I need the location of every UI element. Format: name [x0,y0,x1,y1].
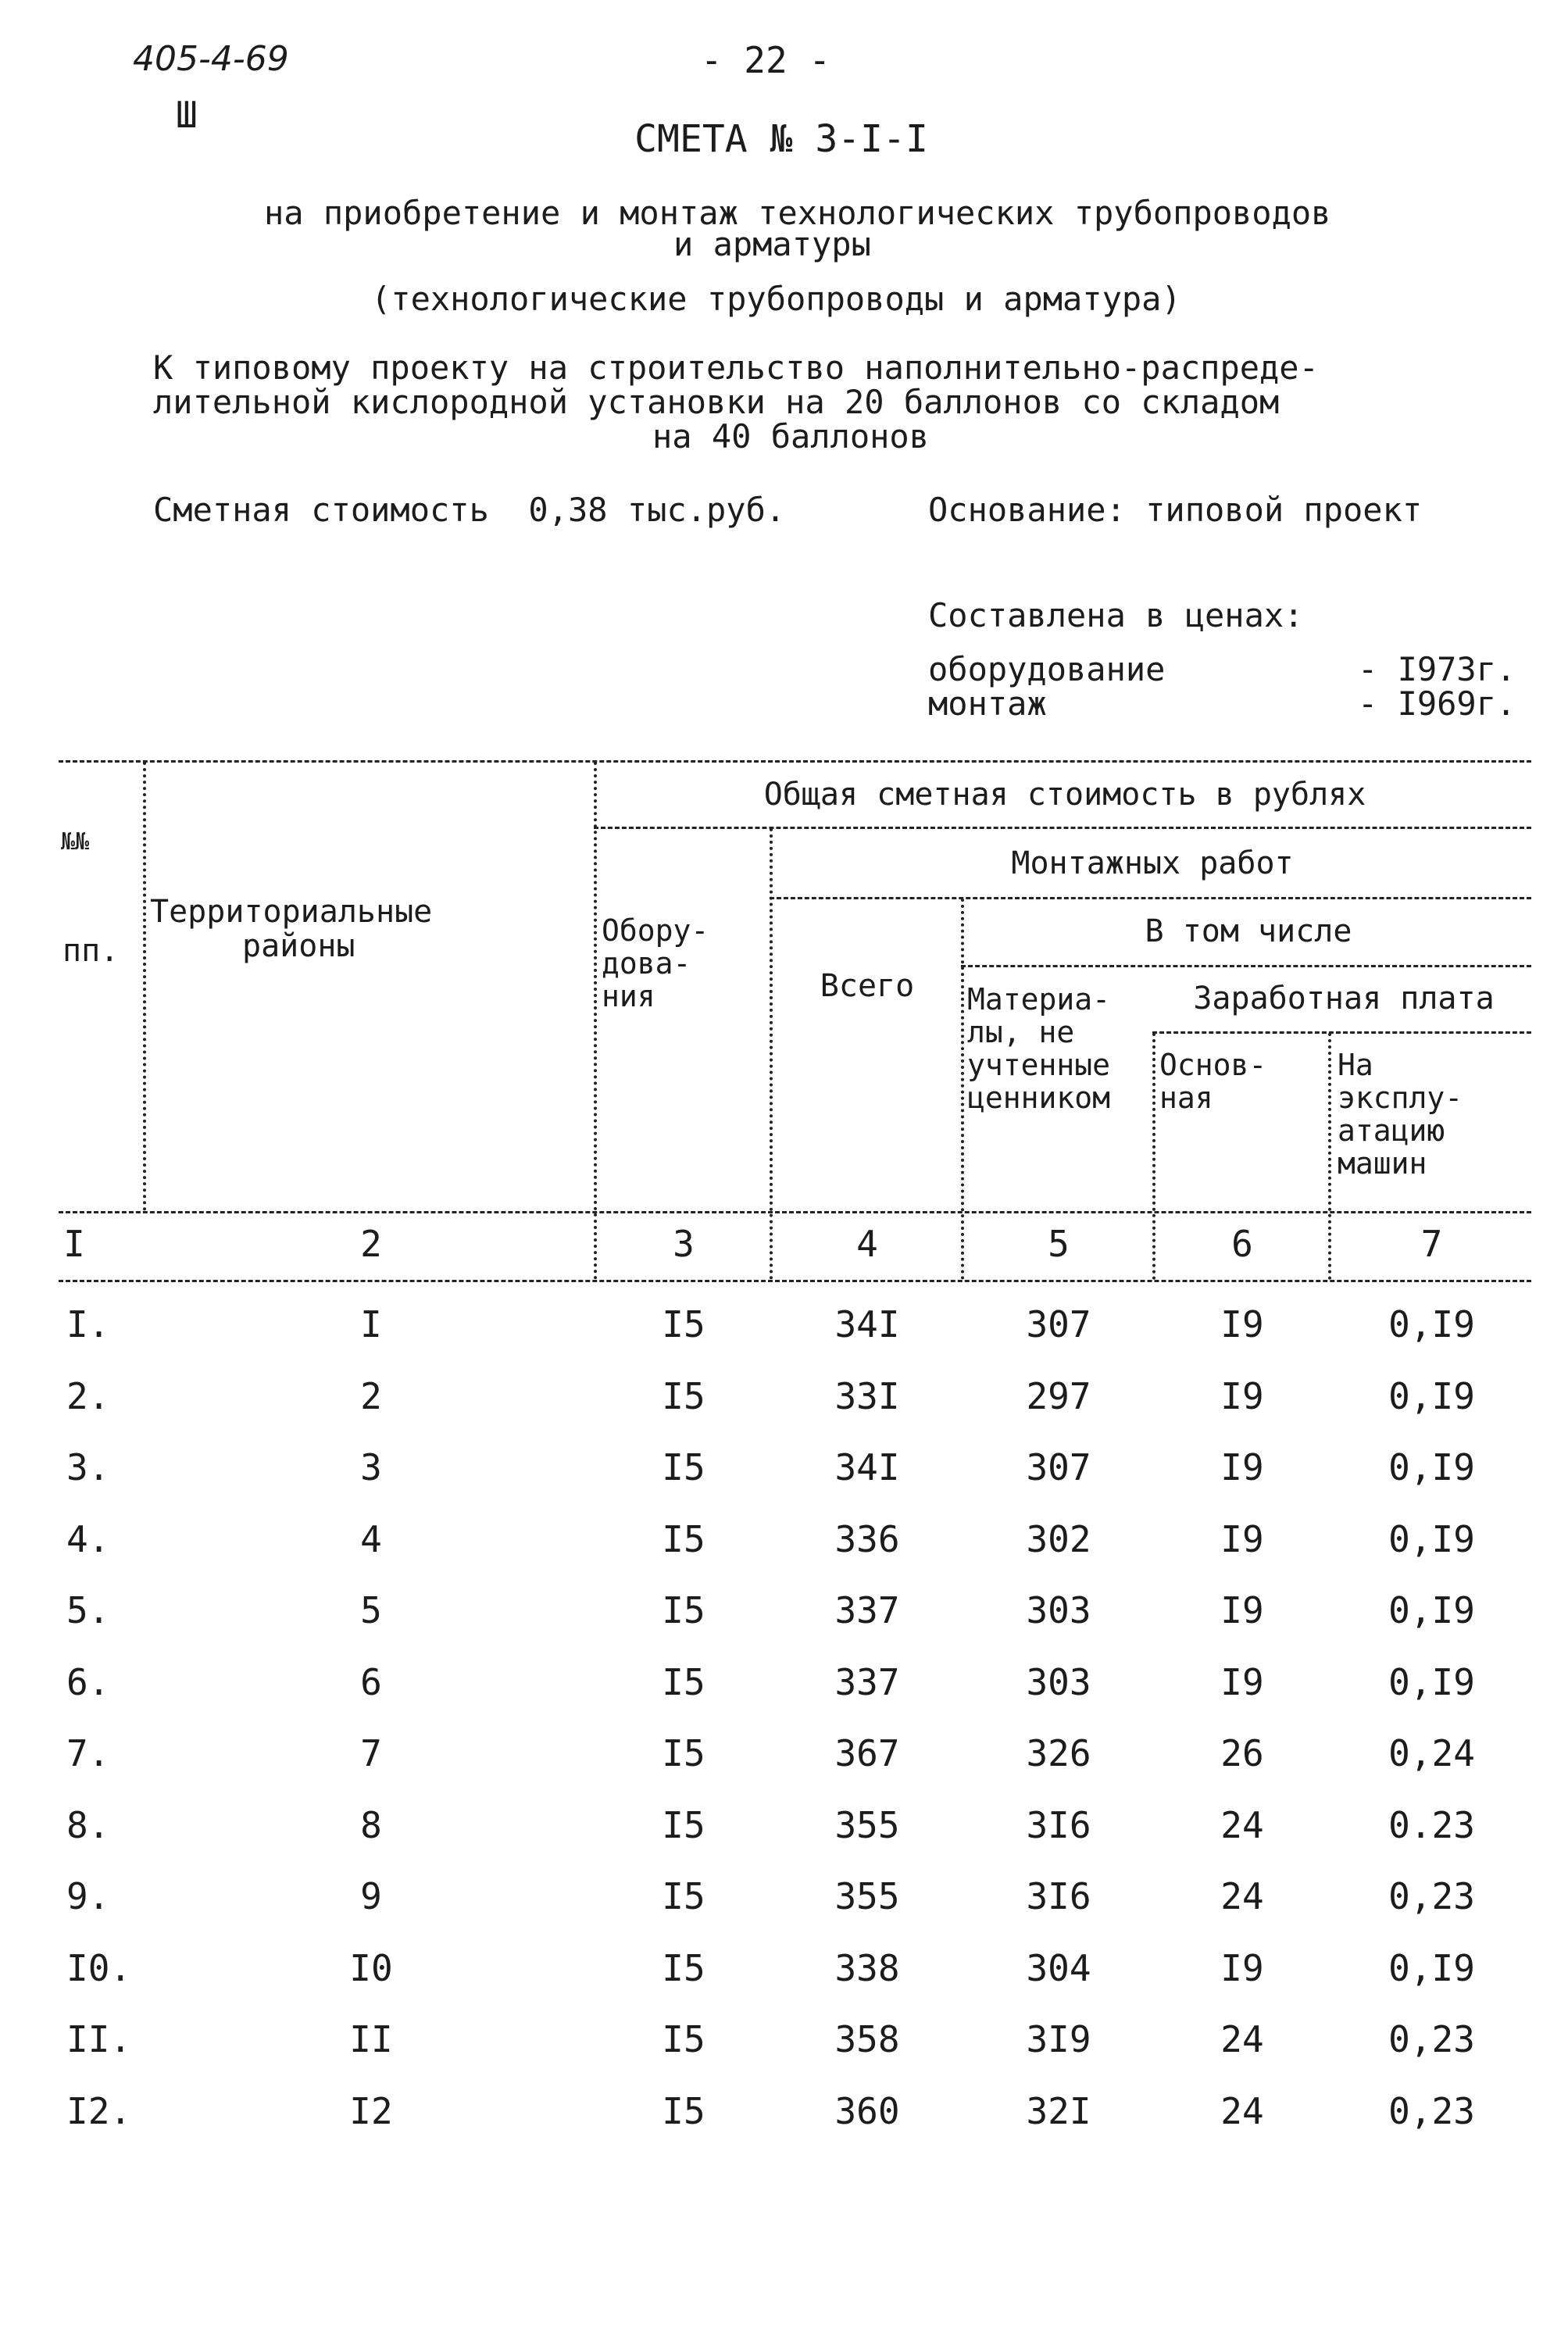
cell-row-number: I. [66,1303,110,1345]
cell-wages-machines: 0,I9 [1388,1517,1475,1560]
page-number: - 22 - [700,39,831,81]
equipment-price-year: - I973г. [1358,650,1516,688]
header-total-cost: Общая сметная стоимость в рублях [763,777,1366,813]
cell-row-number: 3. [66,1446,110,1488]
col-number-7: 7 [1420,1223,1443,1265]
cell-wages-basic: I9 [1220,1660,1264,1703]
cell-row-number: 6. [66,1660,110,1703]
cell-district: 6 [360,1660,382,1703]
cell-wages-machines: 0,I9 [1388,1660,1475,1703]
col-number-1: I [63,1223,85,1265]
cell-district: I0 [349,1946,393,1989]
subtitle-line-1: на приобретение и монтаж технологических трубопроводов [264,194,1331,232]
cell-install-total: 34I [834,1446,900,1488]
header-equipment-3: ния [602,979,655,1013]
divider-num-districts [143,762,146,1211]
divider-total-materials [961,899,964,1280]
header-bottom-rule [59,1211,1531,1213]
install-price-label: монтаж [928,684,1047,723]
estimate-title: СМЕТА № 3-I-I [634,117,928,161]
header-rule-wages [1152,1031,1531,1034]
cell-district: 3 [360,1446,382,1488]
cell-row-number: 4. [66,1517,110,1560]
divider-materials-basic [1152,1033,1155,1280]
cell-equipment: I5 [662,1589,705,1631]
cell-wages-basic: I9 [1220,1303,1264,1345]
project-line-1: К типовому проекту на строительство наполнительно-распреде- [153,348,1319,387]
cell-wages-basic: I9 [1220,1374,1264,1417]
cell-wages-basic: 24 [1220,1803,1264,1846]
cell-install-total: 355 [834,1875,900,1917]
header-districts-1: Территориальные [150,894,433,930]
cell-install-total: 367 [834,1732,900,1774]
cell-row-number: II. [66,2018,132,2060]
cell-equipment: I5 [662,1660,705,1703]
cell-install-total: 34I [834,1303,900,1345]
cell-district: 2 [360,1374,382,1417]
cell-equipment: I5 [662,1446,705,1488]
cell-materials: 302 [1026,1517,1091,1560]
header-installation: Монтажных работ [1011,845,1294,881]
cell-wages-basic: 24 [1220,1875,1264,1917]
equipment-price-label: оборудование [928,650,1166,688]
header-num-symbol: №№ [61,828,90,856]
cell-district: 8 [360,1803,382,1846]
header-rule-install [770,897,1531,899]
header-districts-2: районы [242,928,355,964]
cell-materials: 307 [1026,1303,1091,1345]
header-including: В том числе [1145,913,1352,949]
cell-materials: 3I6 [1026,1875,1091,1917]
cell-wages-machines: 0.23 [1388,1803,1475,1846]
header-num-label: пп. [63,933,120,969]
cell-materials: 303 [1026,1660,1091,1703]
cell-materials: 303 [1026,1589,1091,1631]
cell-equipment: I5 [662,1732,705,1774]
cell-wages-basic: 26 [1220,1732,1264,1774]
header-materials-1: Материа- [967,982,1111,1017]
header-basic-2: ная [1159,1081,1213,1115]
cell-district: II [349,2018,393,2060]
header-equipment-2: дова- [602,946,691,981]
cell-install-total: 355 [834,1803,900,1846]
col-number-5: 5 [1048,1223,1070,1265]
cell-wages-machines: 0,I9 [1388,1374,1475,1417]
cell-district: 4 [360,1517,382,1560]
cell-district: 5 [360,1589,382,1631]
prices-label: Составлена в ценах: [928,596,1304,634]
cell-equipment: I5 [662,1875,705,1917]
install-price-year: - I969г. [1358,684,1516,723]
cell-equipment: I5 [662,1946,705,1989]
cell-row-number: 9. [66,1875,110,1917]
header-wages: Заработная плата [1193,981,1495,1017]
cell-row-number: 2. [66,1374,110,1417]
cell-row-number: 5. [66,1589,110,1631]
cell-row-number: 8. [66,1803,110,1846]
project-line-2: лительной кислородной установки на 20 баллонов со складом [153,383,1280,421]
cell-wages-basic: I9 [1220,1446,1264,1488]
cell-wages-basic: 24 [1220,2018,1264,2060]
basis: Основание: типовой проект [928,491,1423,529]
col-number-2: 2 [360,1223,382,1265]
subtitle-line-2: и арматуры [673,225,871,263]
cell-equipment: I5 [662,2089,705,2132]
col-number-6: 6 [1231,1223,1253,1265]
cell-wages-machines: 0,I9 [1388,1946,1475,1989]
cell-wages-basic: 24 [1220,2089,1264,2132]
cell-equipment: I5 [662,2018,705,2060]
header-equipment-1: Обору- [602,913,709,948]
cell-install-total: 358 [834,2018,900,2060]
cell-wages-machines: 0,I9 [1388,1303,1475,1345]
header-materials-3: учтенные [967,1048,1111,1082]
section-roman: Ш [176,94,198,136]
project-line-3: на 40 баллонов [652,417,930,456]
cell-equipment: I5 [662,1517,705,1560]
subtitle-line-3: (технологические трубопроводы и арматура) [371,280,1181,318]
header-materials-4: ценником [967,1081,1111,1115]
cell-wages-machines: 0,23 [1388,1875,1475,1917]
table-top-rule [59,760,1531,763]
cell-materials: 3I9 [1026,2018,1091,2060]
header-machines-1: На [1338,1048,1373,1082]
header-basic-1: Основ- [1159,1048,1267,1082]
divider-equipment-total [770,828,773,1280]
header-rule-total [594,827,1531,829]
document-code: 405-4-69 [133,39,289,79]
cell-materials: 3I6 [1026,1803,1091,1846]
cell-materials: 32I [1026,2089,1091,2132]
cell-wages-machines: 0,24 [1388,1732,1475,1774]
cell-wages-machines: 0,23 [1388,2089,1475,2132]
cell-wages-basic: I9 [1220,1589,1264,1631]
cell-materials: 326 [1026,1732,1091,1774]
cell-install-total: 337 [834,1660,900,1703]
cell-row-number: I2. [66,2089,132,2132]
cell-materials: 304 [1026,1946,1091,1989]
header-materials-2: лы, не [967,1015,1075,1049]
header-install-total: Всего [820,968,915,1004]
col-number-3: 3 [673,1223,695,1265]
cell-install-total: 337 [834,1589,900,1631]
cell-equipment: I5 [662,1374,705,1417]
header-rule-including [961,965,1531,967]
cell-install-total: 338 [834,1946,900,1989]
cell-district: 7 [360,1732,382,1774]
cell-district: 9 [360,1875,382,1917]
cell-install-total: 360 [834,2089,900,2132]
cell-row-number: 7. [66,1732,110,1774]
cell-equipment: I5 [662,1303,705,1345]
estimated-cost: Сметная стоимость 0,38 тыс.руб. [153,491,786,529]
cell-install-total: 33I [834,1374,900,1417]
cell-district: I2 [349,2089,393,2132]
divider-districts-equipment [594,762,597,1280]
cell-install-total: 336 [834,1517,900,1560]
cell-wages-machines: 0,I9 [1388,1446,1475,1488]
cell-wages-basic: I9 [1220,1946,1264,1989]
cell-wages-machines: 0,23 [1388,2018,1475,2060]
header-machines-3: атацию [1338,1113,1445,1148]
cell-row-number: I0. [66,1946,132,1989]
cell-wages-machines: 0,I9 [1388,1589,1475,1631]
col-number-4: 4 [856,1223,878,1265]
column-numbers-rule [59,1280,1531,1282]
cell-district: I [360,1303,382,1345]
divider-basic-machines [1328,1033,1331,1280]
cell-materials: 297 [1026,1374,1091,1417]
cell-equipment: I5 [662,1803,705,1846]
cell-wages-basic: I9 [1220,1517,1264,1560]
cell-materials: 307 [1026,1446,1091,1488]
header-machines-2: эксплу- [1338,1081,1463,1115]
header-machines-4: машин [1338,1146,1427,1181]
